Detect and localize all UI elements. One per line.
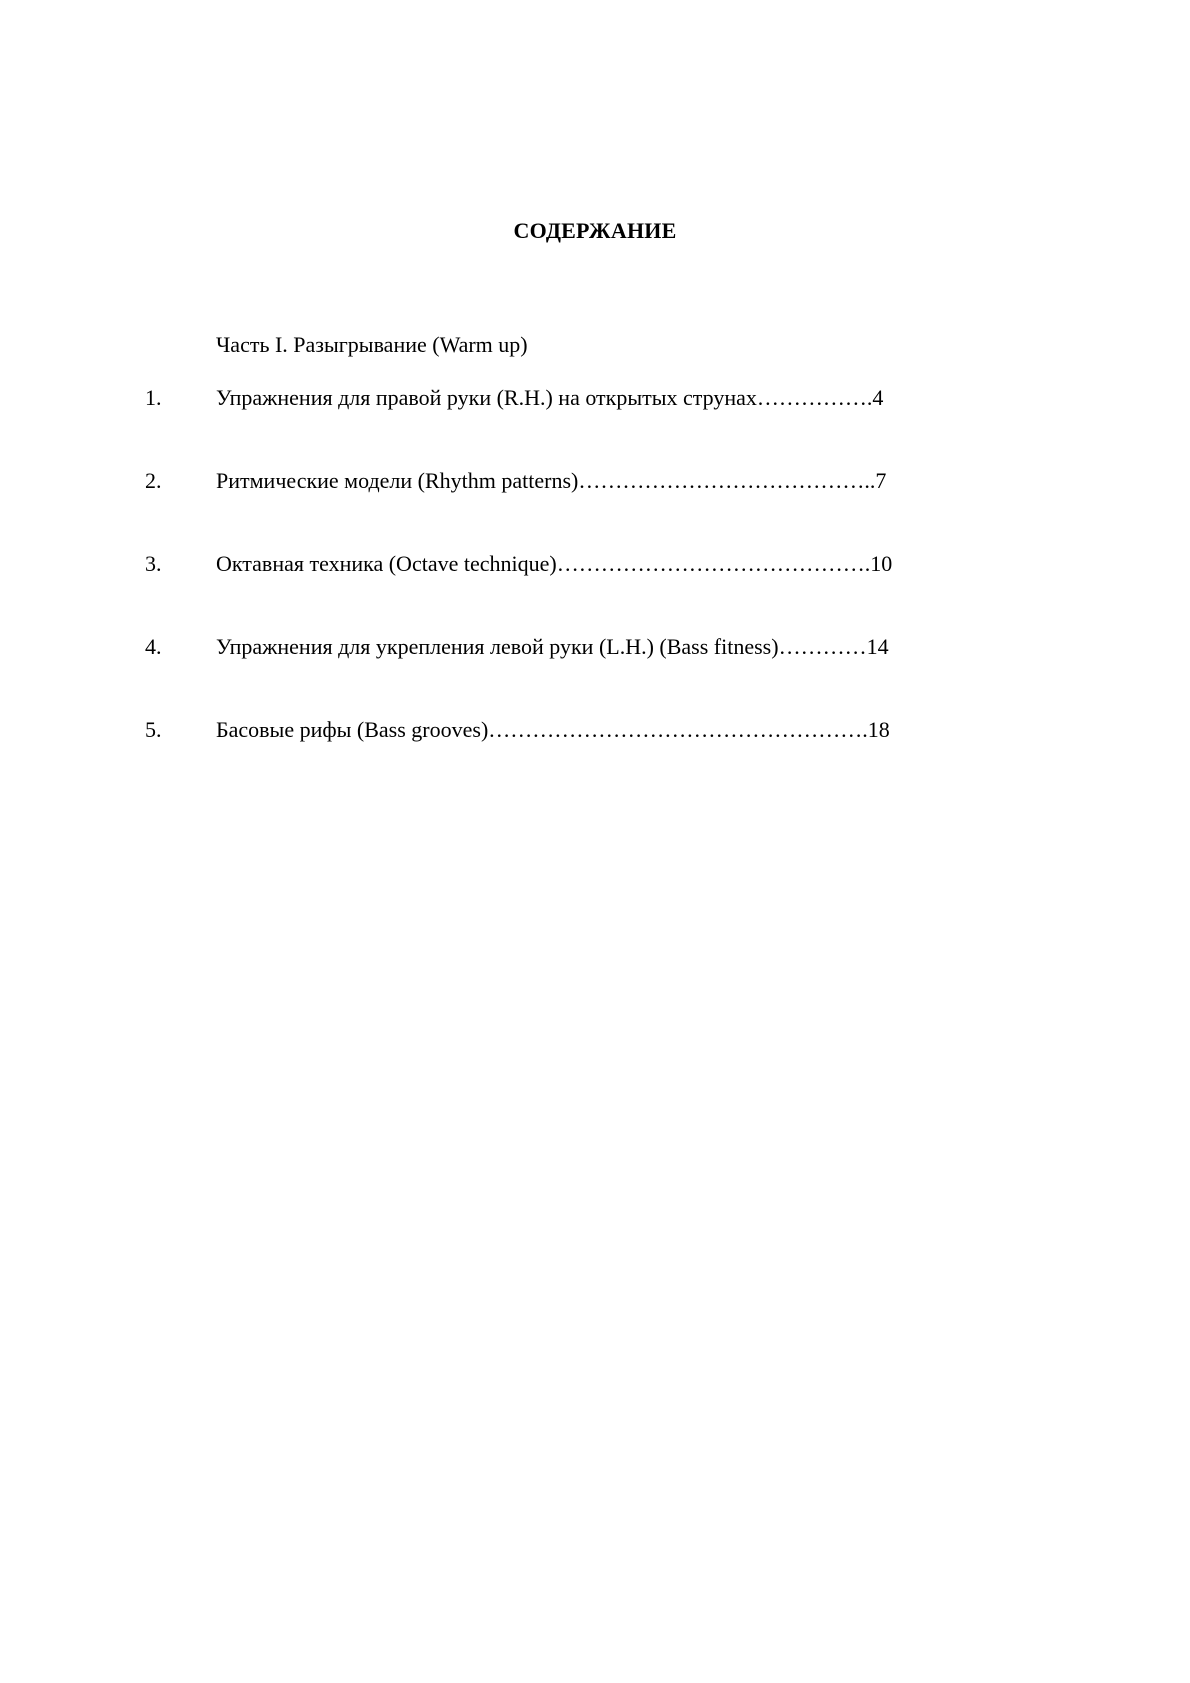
toc-entry-text: Упражнения для правой руки (R.H.) на открытых струнах…………….4 bbox=[216, 385, 884, 410]
toc-entry-4 bbox=[0, 634, 1190, 664]
part-heading: Часть I. Разыгрывание (Warm up) bbox=[216, 332, 528, 357]
toc-entry-text: Октавная техника (Octave technique)…………………………………….10 bbox=[216, 551, 893, 576]
toc-entry-text: Басовые рифы (Bass grooves)…………………………………………….18 bbox=[216, 717, 890, 742]
toc-entry-number: 2. bbox=[145, 468, 162, 493]
toc-entry-number: 1. bbox=[145, 385, 162, 410]
toc-entry-number: 3. bbox=[145, 551, 162, 576]
toc-entry-number: 5. bbox=[145, 717, 162, 742]
toc-entry-1 bbox=[0, 385, 1190, 415]
toc-entry-text: Ритмические модели (Rhythm patterns)…………………………………..7 bbox=[216, 468, 887, 493]
toc-entry-5 bbox=[0, 717, 1190, 747]
page-title: СОДЕРЖАНИЕ bbox=[513, 218, 677, 243]
toc-entry-2 bbox=[0, 468, 1190, 498]
toc-entry-text: Упражнения для укрепления левой руки (L.H.) (Bass fitness)…………14 bbox=[216, 634, 889, 659]
toc-entry-3 bbox=[0, 551, 1190, 581]
toc-entry-number: 4. bbox=[145, 634, 162, 659]
